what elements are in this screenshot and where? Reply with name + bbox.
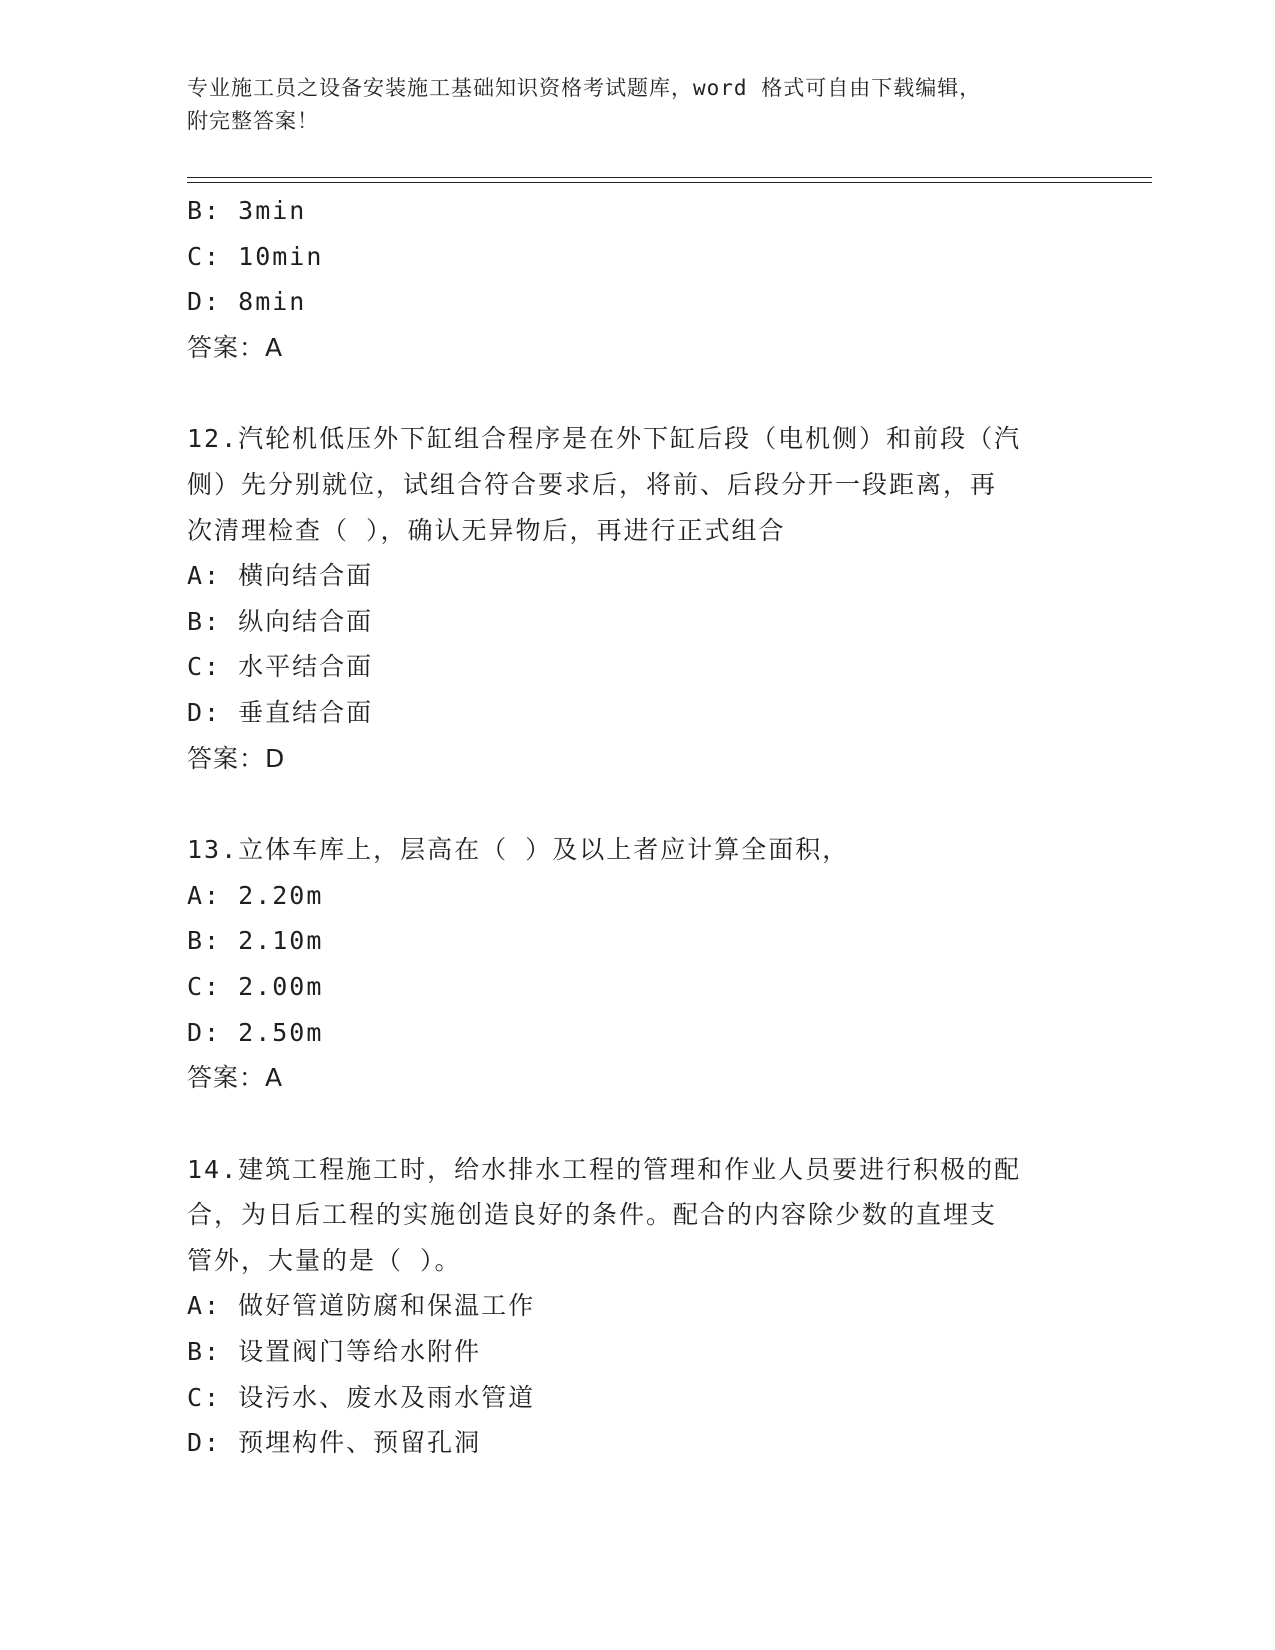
option-a: A: 横向结合面 — [187, 561, 374, 591]
option-c: C: 10min — [187, 241, 324, 271]
question-list — [187, 188, 1087, 1466]
answer-line: 答案：A — [187, 1063, 284, 1093]
option-d: D: 预埋构件、预留孔洞 — [187, 1428, 482, 1458]
question-stem-line: 13.立体车库上，层高在（ ）及以上者应计算全面积， — [187, 835, 850, 865]
header-line-1: 专业施工员之设备安装施工基础知识资格考试题库，word 格式可自由下载编辑， — [187, 76, 982, 100]
option-d: D: 8min — [187, 287, 307, 317]
question-stem-line: 侧）先分别就位，试组合符合要求后，将前、后段分开一段距离，再 — [187, 469, 998, 499]
answer-line: 答案：D — [187, 743, 286, 773]
option-c: C: 水平结合面 — [187, 652, 374, 682]
question-stem-line: 12.汽轮机低压外下缸组合程序是在外下缸后段（电机侧）和前段（汽 — [187, 424, 1022, 454]
question-11-tail — [187, 188, 1087, 370]
option-b: B: 设置阀门等给水附件 — [187, 1337, 482, 1367]
question-stem-line: 合，为日后工程的实施创造良好的条件。配合的内容除少数的直埋支 — [187, 1200, 998, 1230]
question-12 — [187, 416, 1087, 781]
option-d: D: 2.50m — [187, 1017, 324, 1047]
question-13 — [187, 827, 1087, 1101]
header-divider-bottom — [187, 182, 1152, 183]
question-stem-line: 14.建筑工程施工时，给水排水工程的管理和作业人员要进行积极的配 — [187, 1154, 1022, 1184]
question-spacer — [187, 370, 1087, 416]
question-stem-line: 次清理检查（ ），确认无异物后，再进行正式组合 — [187, 515, 786, 545]
question-14 — [187, 1147, 1087, 1466]
option-b: B: 3min — [187, 196, 307, 225]
option-a: A: 做好管道防腐和保温工作 — [187, 1291, 536, 1321]
header-line-2: 附完整答案！ — [187, 109, 319, 133]
option-b: B: 2.10m — [187, 926, 324, 956]
option-b: B: 纵向结合面 — [187, 606, 374, 636]
option-c: C: 2.00m — [187, 971, 324, 1001]
option-a: A: 2.20m — [187, 880, 324, 910]
header-divider-top — [187, 177, 1152, 178]
question-spacer — [187, 781, 1087, 827]
option-d: D: 垂直结合面 — [187, 697, 374, 727]
question-spacer — [187, 1101, 1087, 1147]
page-header — [187, 72, 1087, 138]
question-stem-line: 管外，大量的是（ ）。 — [187, 1245, 462, 1275]
answer-line: 答案：A — [187, 332, 284, 362]
option-c: C: 设污水、废水及雨水管道 — [187, 1382, 536, 1412]
